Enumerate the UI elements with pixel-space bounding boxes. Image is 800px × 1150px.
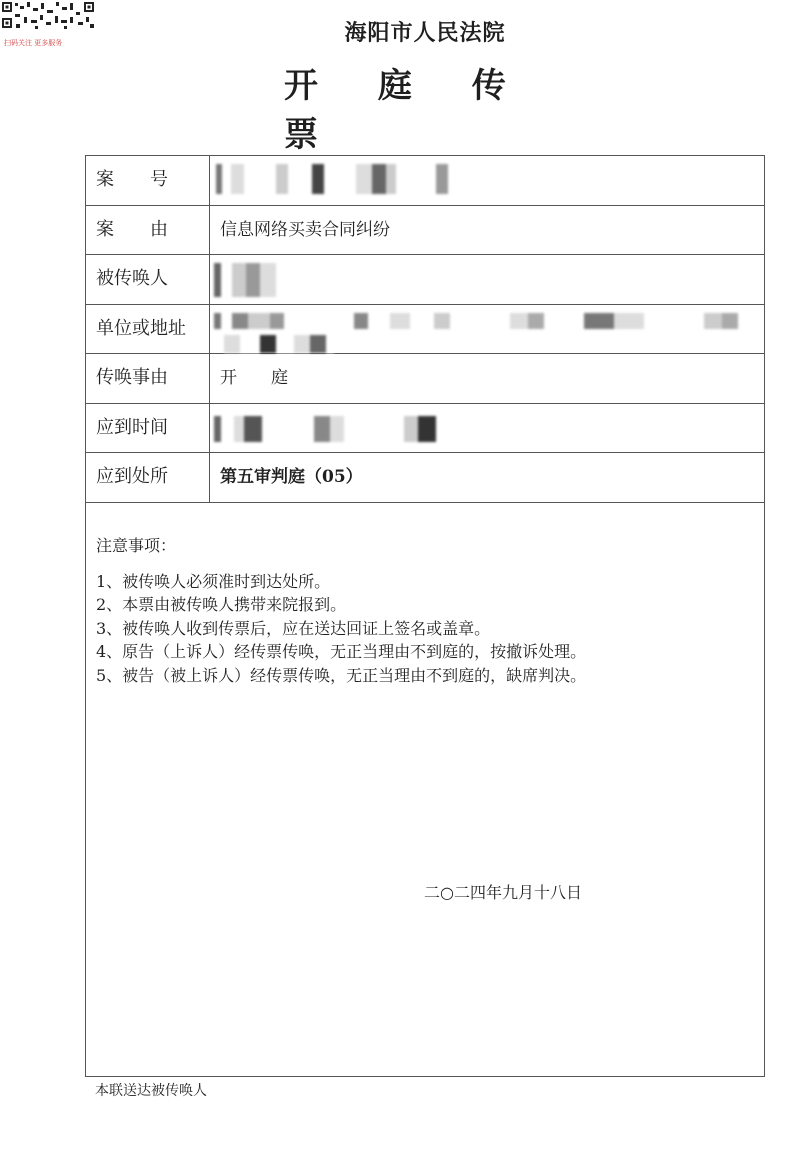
redaction-mark (214, 263, 284, 297)
row-value-redacted (210, 404, 764, 453)
row-label: 传唤事由 (86, 354, 210, 403)
redaction-mark (214, 416, 440, 442)
notes-item: 1、被传唤人必须准时到达处所。 (96, 571, 331, 591)
row-label: 单位或地址 (86, 305, 210, 354)
redaction-mark (216, 164, 466, 194)
row-value: 第五审判庭（05） (220, 467, 363, 487)
redaction-mark (224, 335, 334, 353)
document-title (260, 58, 590, 156)
qr-caption: 扫码关注 更多服务 (4, 39, 63, 47)
redaction-mark (214, 313, 754, 329)
issue-date: 二○二四年九月十八日 (424, 883, 582, 902)
title-char: 票 (284, 115, 318, 155)
row-label: 案 号 (86, 156, 210, 205)
notes-item: 4、原告（上诉人）经传票传唤，无正当理由不到庭的，按撤诉处理。 (96, 642, 587, 661)
row-value: 信息网络买卖合同纠纷 (220, 219, 390, 240)
title-char: 传 (471, 66, 506, 106)
row-label: 被传唤人 (86, 255, 210, 304)
row-summoned-person (86, 255, 764, 305)
row-case-cause (86, 206, 764, 256)
row-label: 应到时间 (86, 404, 210, 453)
title-char: 开 (284, 66, 318, 106)
summons-form (85, 155, 765, 1077)
footer-note: 本联送达被传唤人 (95, 1083, 207, 1099)
row-value-redacted (210, 156, 764, 205)
qr-code-icon (0, 0, 96, 30)
row-appearance-place (86, 453, 764, 503)
row-label: 应到处所 (86, 453, 210, 502)
notes-item: 5、被告（被上诉人）经传票传唤，无正当理由不到庭的，缺席判决。 (96, 665, 587, 685)
title-char: 庭 (377, 66, 412, 106)
row-case-number (86, 156, 764, 206)
row-label: 案 由 (86, 206, 210, 255)
row-summon-reason (86, 354, 764, 404)
court-name: 海阳市人民法院 (344, 20, 506, 46)
notes-section (96, 534, 586, 687)
row-unit-or-address (86, 305, 764, 355)
notes-heading: 注意事项： (96, 536, 177, 555)
row-value-redacted (210, 255, 764, 304)
notes-item: 2、本票由被传唤人携带来院报到。 (96, 595, 347, 614)
notes-item: 3、被传唤人收到传票后，应在送达回证上签名或盖章。 (96, 618, 491, 638)
row-value-redacted (210, 305, 764, 354)
row-appearance-time (86, 404, 764, 454)
row-value: 开 庭 (220, 368, 288, 388)
